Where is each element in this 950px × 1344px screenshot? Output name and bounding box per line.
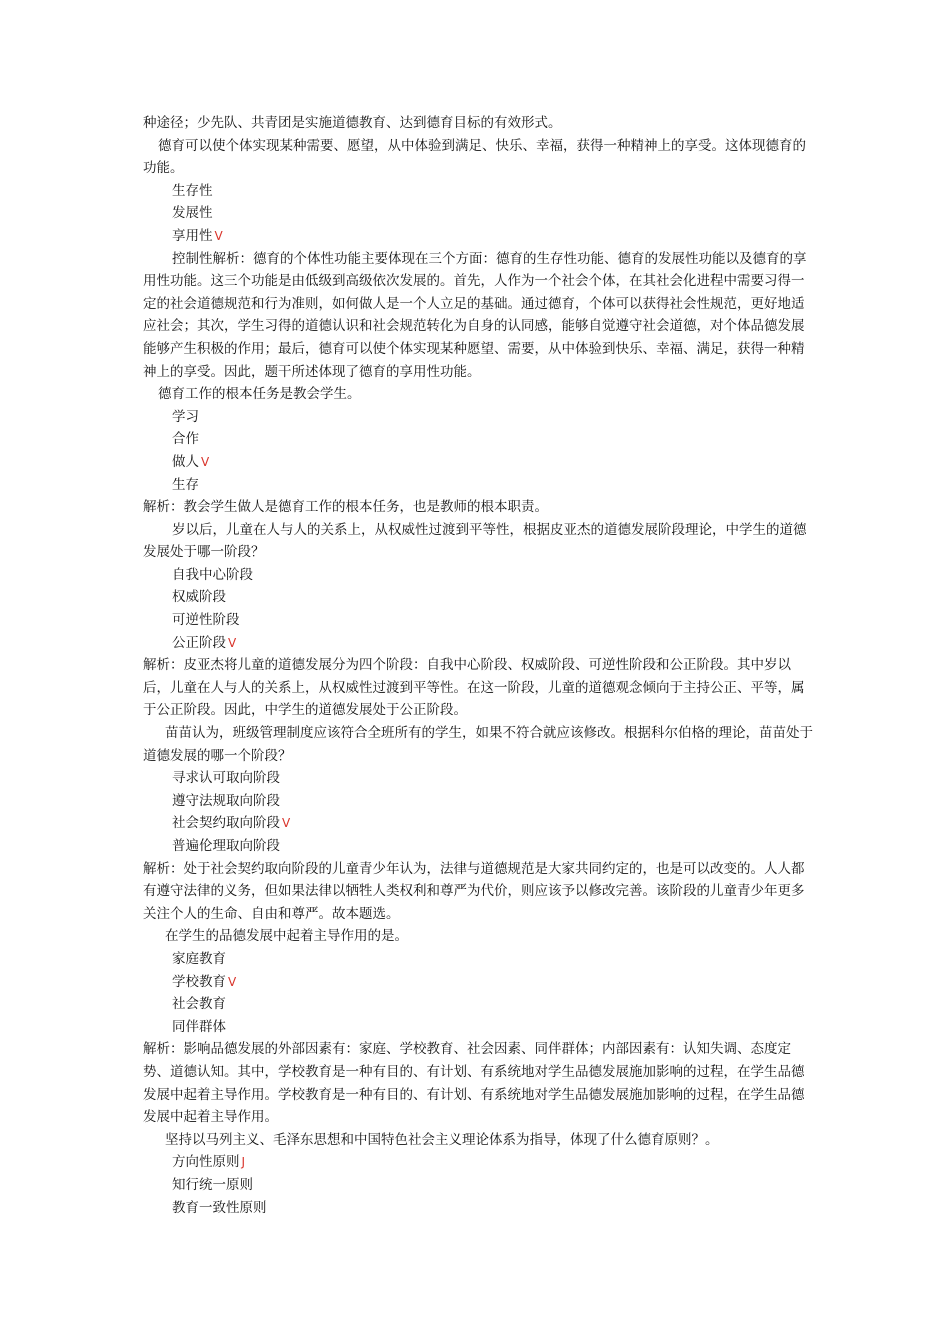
explanation: 控制性解析：德育的个体性功能主要体现在三个方面：德育的生存性功能、德育的发展性功能以及德育的享用性功能。这三个功能是由低级到高级依次发展的。首先，人作为一个社会个体，在其社会化进程中需要习得一定的社会道德规范和行为准则，如何做人是一个人立足的基础。通过德育，个体可以获得社会性规范，更好地适应社会；其次，学生习得的道德认识和社会规范转化为自身的认同感，能够自觉遵守社会道德，对个体品德发展能够产生积极的作用；最后，德育可以使个体实现某种愿望、需要，从中体验到快乐、幸福、满足，获得一种精神上的享受。因此，题干所述体现了德育的享用性功能。 bbox=[143, 250, 807, 380]
explanation: 解析：教会学生做人是德育工作的根本任务，也是教师的根本职责。 bbox=[143, 499, 548, 516]
option bbox=[143, 609, 813, 632]
option-text: 生存性 bbox=[172, 182, 213, 199]
option-text: 可逆性阶段 bbox=[172, 612, 240, 629]
option-text: 普遍伦理取向阶段 bbox=[172, 838, 280, 854]
document-body bbox=[143, 112, 813, 1219]
correct-check-mark: V bbox=[282, 816, 291, 831]
option-text: 公正阶段 bbox=[172, 634, 226, 651]
option bbox=[143, 790, 813, 813]
option bbox=[143, 225, 813, 248]
option-text: 寻求认可取向阶段 bbox=[172, 770, 280, 787]
question-stem: 苗苗认为，班级管理制度应该符合全班所有的学生，如果不符合就应该修改。根据科尔伯格的理论，苗苗处于道德发展的哪一个阶段？ bbox=[143, 725, 813, 764]
option-text: 学校教育 bbox=[172, 973, 226, 990]
option-text: 教育一致性原则 bbox=[172, 1199, 267, 1216]
correct-check-mark: V bbox=[214, 228, 223, 243]
option bbox=[143, 180, 813, 203]
option-text: 社会教育 bbox=[172, 996, 226, 1013]
correct-check-mark: V bbox=[228, 974, 237, 989]
correct-check-mark: J bbox=[241, 1155, 246, 1170]
option bbox=[143, 1016, 813, 1039]
option-text: 享用性 bbox=[172, 227, 213, 244]
option bbox=[143, 474, 813, 497]
option bbox=[143, 632, 813, 655]
option bbox=[143, 586, 813, 609]
option bbox=[143, 428, 813, 451]
option bbox=[143, 971, 813, 994]
question-stem: 在学生的品德发展中起着主导作用的是。 bbox=[165, 928, 408, 945]
option bbox=[143, 1151, 813, 1174]
explanation: 解析：处于社会契约取向阶段的儿童青少年认为，法律与道德规范是大家共同约定的，也是可以改变的。人人都有遵守法律的义务，但如果法律以牺牲人类权利和尊严为代价，则应该予以修改完善。该阶段的儿童青少年更多关注个人的生命、自由和尊严。故本题选。 bbox=[143, 860, 805, 922]
option-text: 家庭教育 bbox=[172, 950, 226, 967]
correct-check-mark: V bbox=[201, 454, 210, 469]
option-text: 做人 bbox=[172, 453, 199, 470]
option bbox=[143, 202, 813, 225]
question-stem: 德育工作的根本任务是教会学生。 bbox=[158, 386, 361, 403]
option-text: 权威阶段 bbox=[172, 589, 226, 606]
option-text: 同伴群体 bbox=[172, 1018, 226, 1035]
option-text: 知行统一原则 bbox=[172, 1176, 253, 1193]
explanation: 解析：影响品德发展的外部因素有：家庭、学校教育、社会因素、同伴群体；内部因素有：认知失调、态度定势、道德认知。其中，学校教育是一种有目的、有计划、有系统地对学生品德发展施加影响的过程，在学生品德发展中起着主导作用。学校教育是一种有目的、有计划、有系统地对学生品德发展施加影响的过程，在学生品德发展中起着主导作用。 bbox=[143, 1041, 805, 1126]
question-stem: 岁以后，儿童在人与人的关系上，从权威性过渡到平等性，根据皮亚杰的道德发展阶段理论，中学生的道德发展处于哪一阶段？ bbox=[143, 521, 807, 561]
option-text: 学习 bbox=[172, 408, 199, 425]
option bbox=[143, 564, 813, 587]
option-text: 生存 bbox=[172, 476, 199, 493]
option-text: 遵守法规取向阶段 bbox=[172, 792, 280, 809]
option bbox=[143, 1197, 813, 1220]
explanation: 解析：皮亚杰将儿童的道德发展分为四个阶段：自我中心阶段、权威阶段、可逆性阶段和公正阶段。其中岁以后，儿童在人与人的关系上，从权威性过渡到平等性。在这一阶段，儿童的道德观念倾向于主持公正、平等，属于公正阶段。因此，中学生的道德发展处于公正阶段。 bbox=[143, 657, 805, 719]
option bbox=[143, 835, 813, 858]
question-stem: 德育可以使个体实现某种需要、愿望，从中体验到满足、快乐、幸福，获得一种精神上的享受。这体现德育的功能。 bbox=[143, 137, 806, 177]
option-text: 发展性 bbox=[172, 205, 213, 222]
option-text: 合作 bbox=[172, 431, 199, 448]
question-stem: 坚持以马列主义、毛泽东思想和中国特色社会主义理论体系为指导，体现了什么德育原则？。 bbox=[165, 1131, 719, 1148]
option bbox=[143, 948, 813, 971]
option-text: 方向性原则 bbox=[172, 1154, 240, 1171]
intro-line: 种途径；少先队、共青团是实施道德教育、达到德育目标的有效形式。 bbox=[143, 115, 562, 131]
option bbox=[143, 812, 813, 835]
option-text: 自我中心阶段 bbox=[172, 566, 253, 583]
option bbox=[143, 451, 813, 474]
option bbox=[143, 993, 813, 1016]
option bbox=[143, 406, 813, 429]
option bbox=[143, 1174, 813, 1197]
option bbox=[143, 767, 813, 790]
correct-check-mark: V bbox=[228, 635, 237, 650]
option-text: 社会契约取向阶段 bbox=[172, 815, 280, 832]
